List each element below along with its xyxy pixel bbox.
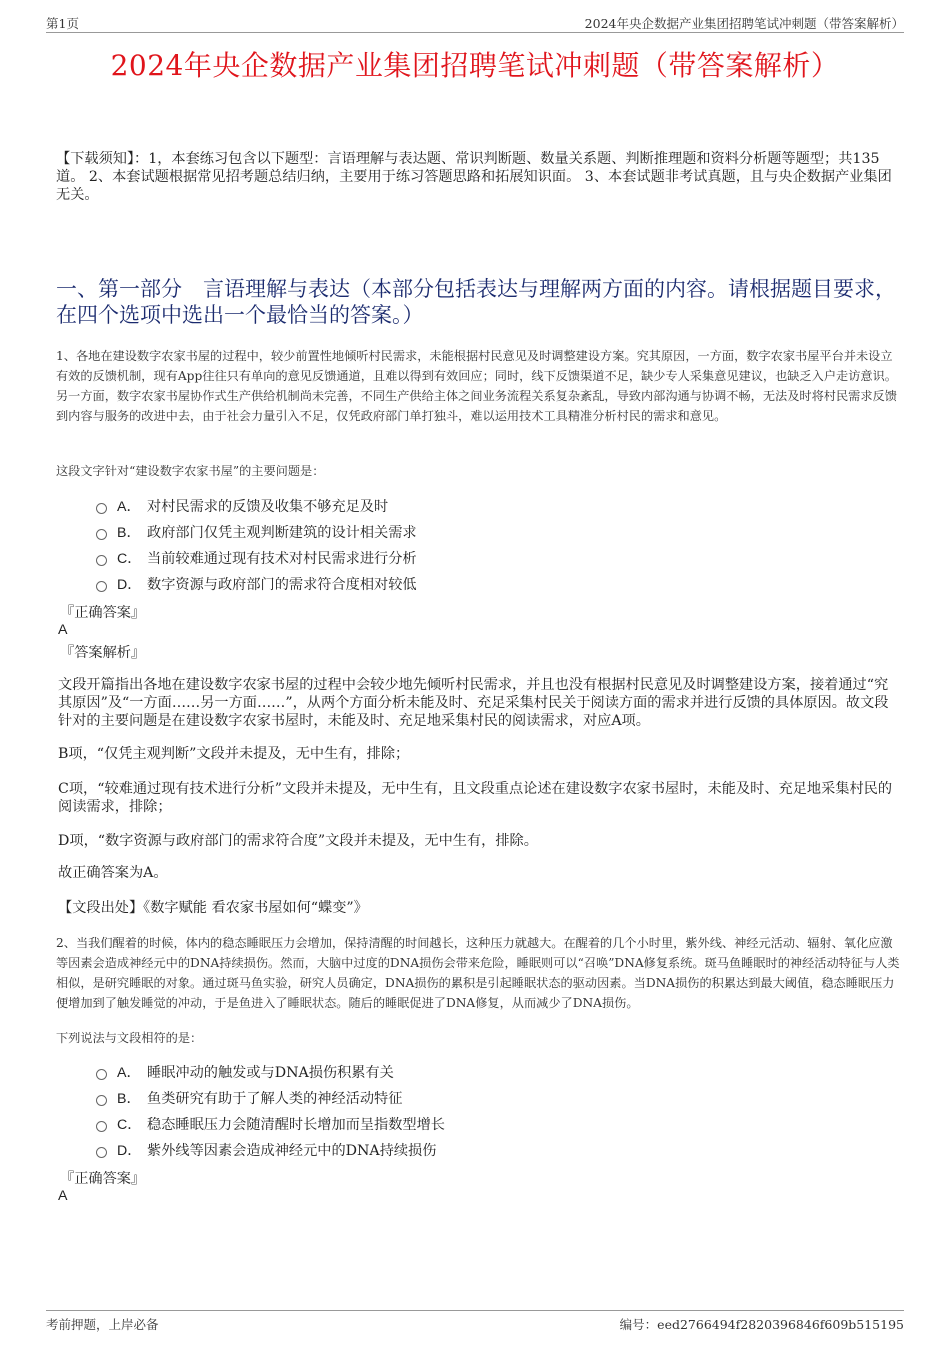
radio-icon[interactable] — [96, 529, 107, 540]
analysis-paragraph: B项，“仅凭主观判断”文段并未提及，无中生有，排除； — [58, 746, 410, 762]
option-text: 政府部门仅凭主观判断建筑的设计相关需求 — [147, 525, 417, 541]
option-text: 紫外线等因素会造成神经元中的DNA持续损伤 — [147, 1143, 437, 1159]
option-letter: B． — [117, 525, 141, 541]
radio-icon[interactable] — [96, 1121, 107, 1132]
header-doc-title: 2024年央企数据产业集团招聘笔试冲刺题（带答案解析） — [584, 16, 904, 31]
question-2-options — [96, 1059, 896, 1163]
question-1-text: 1、各地在建设数字农家书屋的过程中，较少前置性地倾听村民需求，未能根据村民意见及时调整建设方案。究其原因，一方面，数字农家书屋平台并未设立有效的反馈机制，现有App往往只有单向的意见反馈通道，且难以得到有效回应；同时，线下反馈渠道不足，缺少专人采集意见建议，也缺乏入户走访意识。另一方面，数字农家书屋协作式生产供给机制尚未完善，不同生产供给主体之间业务流程关系复杂紊乱，导致内部沟通与协调不畅，无法及时将村民需求反馈到内容与服务的改进中去，由于社会力量引入不足，仅凭政府部门单打独斗，难以运用技术工具精准分析村民的需求和意见。 — [56, 349, 897, 423]
analysis-label: 『答案解析』 — [60, 645, 146, 661]
analysis-paragraph: C项，“较难通过现有技术进行分析”文段并未提及，无中生有，且文段重点论述在建设数字农家书屋时，未能及时、充足地采集村民的阅读需求，排除； — [58, 781, 893, 815]
radio-icon[interactable] — [96, 503, 107, 514]
footer-slogan: 考前押题，上岸必备 — [46, 1317, 159, 1332]
radio-icon[interactable] — [96, 1095, 107, 1106]
option-letter: A． — [117, 499, 141, 515]
option-letter: A． — [117, 1065, 141, 1081]
document-id: 编号：eed2766494f2820396846f609b515195 — [619, 1317, 904, 1332]
option-text: 稳态睡眠压力会随清醒时长增加而呈指数型增长 — [147, 1117, 445, 1133]
option-letter: C． — [117, 551, 142, 567]
option-text: 鱼类研究有助于了解人类的神经活动特征 — [147, 1091, 403, 1107]
download-notice: 【下载须知】：1，本套练习包含以下题型：言语理解与表达题、常识判断题、数量关系题、判断推理题和资料分析题等题型；共135道。 2、本套试题根据常见招考题总结归纳，主要用于练习答题思路和拓展知识面。 3、本套试题非考试真题，且与央企数据产业集团无关。 — [56, 151, 892, 203]
option-a[interactable] — [96, 1059, 896, 1085]
option-d[interactable] — [96, 571, 896, 597]
radio-icon[interactable] — [96, 555, 107, 566]
radio-icon[interactable] — [96, 581, 107, 592]
option-a[interactable] — [96, 493, 896, 519]
option-letter: D． — [117, 1143, 142, 1159]
option-text: 睡眠冲动的触发或与DNA损伤积累有关 — [147, 1065, 394, 1081]
option-letter: B． — [117, 1091, 141, 1107]
document-title: 2024年央企数据产业集团招聘笔试冲刺题（带答案解析） — [110, 49, 840, 82]
analysis-paragraph: 文段开篇指出各地在建设数字农家书屋的过程中会较少地先倾听村民需求，并且也没有根据村民意见及时调整建设方案，接着通过“究其原因”及“一方面……另一方面……”，从两个方面分析未能及时、充足采集村民关于阅读方面的需求并进行反馈的具体原因。故文段针对的主要问题是在建设数字农家书屋时，未能及时、充足地采集村民的阅读需求，对应A项。 — [58, 677, 889, 729]
section-title: 一、第一部分 言语理解与表达（本部分包括表达与理解两方面的内容。请根据题目要求，在四个选项中选出一个最恰当的答案。） — [56, 277, 896, 327]
page-footer — [46, 1310, 904, 1333]
option-text: 当前较难通过现有技术对村民需求进行分析 — [147, 551, 417, 567]
option-d[interactable] — [96, 1137, 896, 1163]
question-2-prompt: 下列说法与文段相符的是： — [56, 1031, 203, 1045]
question-1-prompt: 这段文字针对“建设数字农家书屋”的主要问题是： — [56, 464, 325, 478]
option-b[interactable] — [96, 519, 896, 545]
passage-source: 【文段出处】《数字赋能 看农家书屋如何“蝶变”》 — [58, 900, 368, 916]
option-c[interactable] — [96, 545, 896, 571]
analysis-paragraph: D项，“数字资源与政府部门的需求符合度”文段并未提及，无中生有，排除。 — [58, 833, 538, 849]
option-letter: C． — [117, 1117, 142, 1133]
option-letter: D． — [117, 577, 142, 593]
correct-answer-label: 『正确答案』 — [60, 1171, 146, 1187]
option-c[interactable] — [96, 1111, 896, 1137]
correct-answer-label: 『正确答案』 — [60, 605, 146, 621]
radio-icon[interactable] — [96, 1147, 107, 1158]
page-number: 第1页 — [46, 16, 79, 31]
radio-icon[interactable] — [96, 1069, 107, 1080]
analysis-conclusion: 故正确答案为A。 — [58, 865, 168, 881]
question-1-options — [96, 493, 896, 597]
correct-answer: A — [58, 1188, 68, 1204]
option-b[interactable] — [96, 1085, 896, 1111]
page-header — [46, 14, 904, 33]
correct-answer: A — [58, 622, 68, 638]
option-text: 数字资源与政府部门的需求符合度相对较低 — [147, 577, 417, 593]
question-2-text: 2、当我们醒着的时候，体内的稳态睡眠压力会增加，保持清醒的时间越长，这种压力就越大。在醒着的几个小时里，紫外线、神经元活动、辐射、氧化应激等因素会造成神经元中的DNA持续损伤。然而，大脑中过度的DNA损伤会带来危险，睡眠则可以“召唤”DNA修复系统。斑马鱼睡眠时的神经活动特征与人类相似，是研究睡眠的对象。通过斑马鱼实验，研究人员确定，DNA损伤的累积是引起睡眠状态的驱动因素。当DNA损伤的积累达到最大阈值，稳态睡眠压力便增加到了触发睡觉的冲动，于是鱼进入了睡眠状态。随后的睡眠促进了DNA修复，从而减少了DNA损伤。 — [56, 936, 900, 1010]
option-text: 对村民需求的反馈及收集不够充足及时 — [147, 499, 389, 515]
